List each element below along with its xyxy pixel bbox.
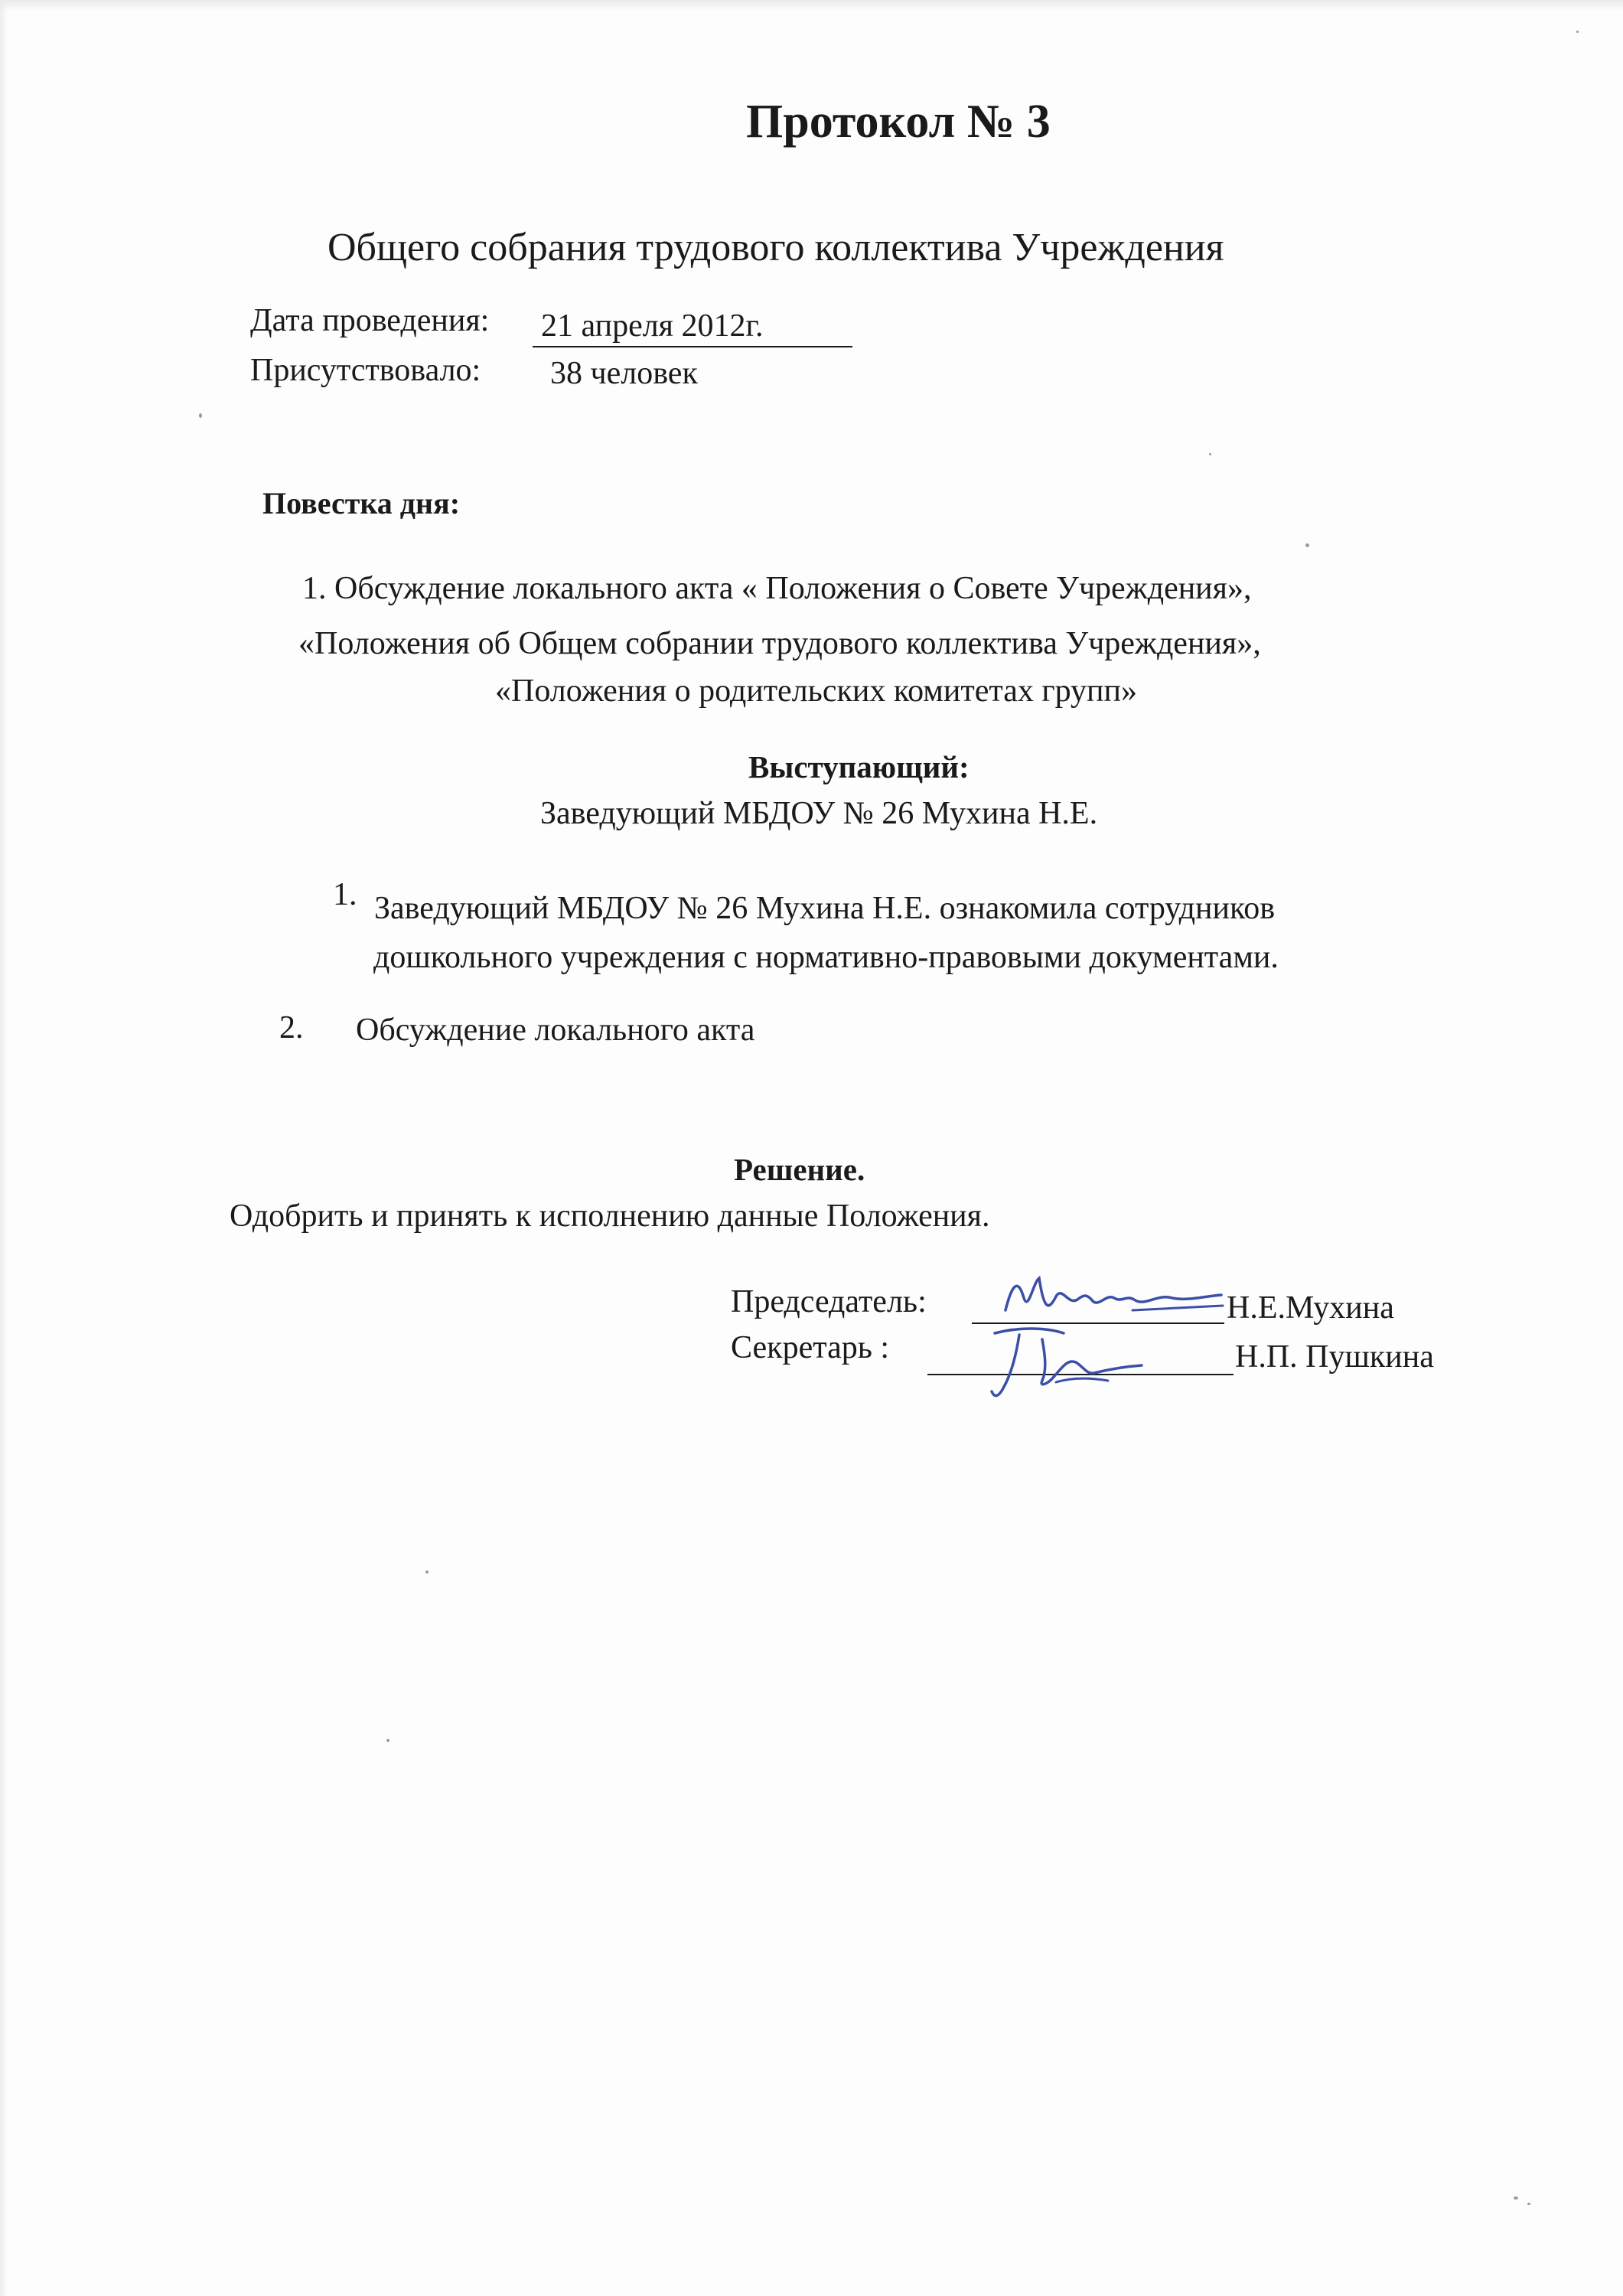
scan-speck bbox=[199, 413, 202, 418]
speaker-heading: Выступающий: bbox=[748, 749, 970, 784]
decision-text: Одобрить и принять к исполнению данные Положения. bbox=[230, 1199, 990, 1234]
date-label: Дата проведения: bbox=[250, 303, 490, 338]
date-underline bbox=[533, 346, 852, 347]
attendance-value: 38 человек bbox=[550, 356, 698, 391]
agenda-item-line-1: 1. Обсуждение локального акта « Положения о Совете Учреждения», bbox=[302, 571, 1252, 606]
scan-speck bbox=[1514, 2197, 1518, 2200]
proceeding-1-line-1: Заведующий МБДОУ № 26 Мухина Н.Е. ознакомила сотрудников bbox=[374, 891, 1276, 926]
speaker-name: Заведующий МБДОУ № 26 Мухина Н.Е. bbox=[540, 796, 1098, 831]
page-title: Протокол № 3 bbox=[746, 96, 1051, 148]
agenda-heading: Повестка дня: bbox=[262, 486, 461, 520]
secretary-name: Н.П. Пушкина bbox=[1235, 1339, 1434, 1375]
scan-speck bbox=[1305, 543, 1309, 547]
decision-heading: Решение. bbox=[734, 1152, 865, 1187]
agenda-item-line-3: «Положения о родительских комитетах групп» bbox=[495, 673, 1137, 709]
chairman-name: Н.Е.Мухина bbox=[1227, 1290, 1394, 1326]
chairman-label: Председатель: bbox=[731, 1284, 927, 1319]
scan-speck bbox=[1527, 2203, 1530, 2205]
secretary-label: Секретарь : bbox=[731, 1330, 890, 1365]
scan-speck bbox=[386, 1739, 389, 1742]
secretary-signature bbox=[972, 1316, 1148, 1408]
scan-speck bbox=[425, 1570, 429, 1574]
date-value: 21 апреля 2012г. bbox=[541, 308, 764, 344]
proceeding-2-number: 2. bbox=[279, 1010, 304, 1045]
page-subtitle: Общего собрания трудового коллектива Учреждения bbox=[328, 226, 1224, 269]
scan-speck bbox=[1209, 453, 1211, 455]
agenda-item-line-2: «Положения об Общем собрании трудового коллектива Учреждения», bbox=[298, 626, 1261, 661]
proceeding-2-line-1: Обсуждение локального акта bbox=[356, 1013, 755, 1048]
attendance-label: Присутствовало: bbox=[250, 353, 481, 388]
scan-speck bbox=[1576, 31, 1579, 33]
scan-edge-top bbox=[0, 0, 1623, 11]
proceeding-1-number: 1. bbox=[333, 877, 357, 912]
scan-edge-left bbox=[0, 0, 8, 2296]
proceeding-1-line-2: дошкольного учреждения с нормативно-правовыми документами. bbox=[373, 940, 1279, 975]
